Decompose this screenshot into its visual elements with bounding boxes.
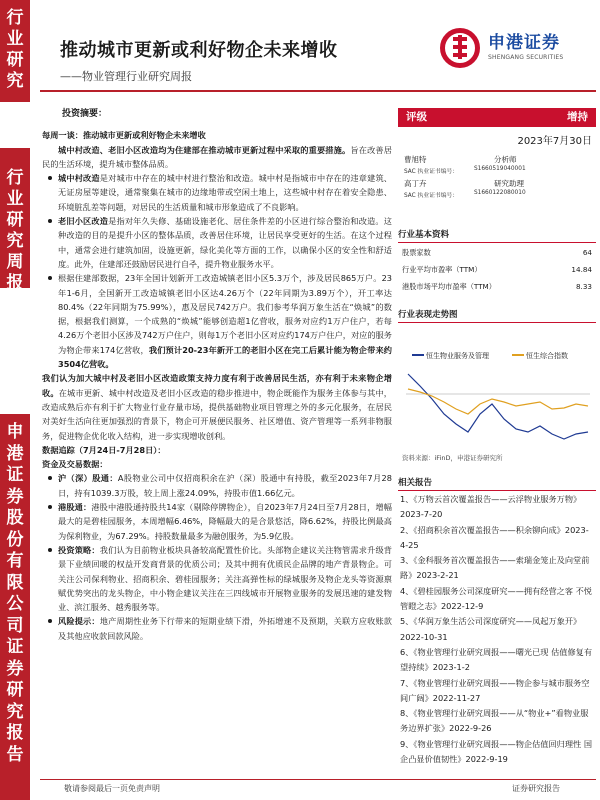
analyst-block [404,154,594,202]
analyst-row [404,178,594,190]
lead-bold: 城中村改造、老旧小区改造均为住建部在推动城市更新过程中采取的重要措施。 [58,144,351,155]
risk-text: 地产周期性业务下行带来的短期业绩下滑，外拓增速不及预期，关联方应收账款及其他应收款回款风险。 [58,616,392,641]
page-subtitle: ——物业管理行业研究周报 [60,70,192,83]
basic-data-value: 8.33 [575,282,592,291]
footer-disclaimer: 敬请参阅最后一页免责声明 [64,784,160,793]
side-label-company [0,414,30,800]
trend-heading: 行业表现走势图 [398,308,596,323]
analyst-sac [404,190,594,202]
view-paragraph [42,371,392,442]
urban-village-paragraph [42,171,392,214]
basic-data-row [398,263,596,277]
strategy-text: 我们认为目前物业板块具备较高配置性价比。头部物企建议关注物管需求升级背景下业绩回暖的权益开发商背景的优质公司；及其中拥有优质民企品牌的地产背景物企。可关注公司保利物业、招商积余、碧桂园服务；关注高弹性标的绿城服务及物企龙头等资源禀赋优势突出的龙头物企，中小物企建议关注在三四线城市开展物业服务的发展迅速的建发物业、滨江服务、越秀服务等。 [58,544,392,613]
basic-data-row [398,280,596,294]
data-text: 根据住建部数据，23年全国计划新开工改造城镇老旧小区5.3万个，涉及居民865万户。23年1-6月，全国新开工改造城镇老旧小区达4.26万个（22年同期为3.89万个），开工率达80.4%（22年同期为75.99%），惠及居民742万户。我们参考华润万象生活在“焕城”的数据，根据我们测算，一个成熟的“焕城”能够创造超1亿营收，服务对应约1万户住户，若每4.26万个老旧小区涉及742万户住户，则每1万个老旧小区对应约174万户住户，对应的服务为物企带来174亿营收， [58,273,392,355]
hk-connect-text: 港股中港股通持股共14家（剔除停牌物企），自2023年7月24日至7月28日，增幅最大的是碧桂园服务，本周增幅6.46%，降幅最大的是合景悠活，降6.62%，持股比例最高为保利物业，为67.29%。持股数量最多为融创服务，为5.9亿股。 [58,502,392,541]
analyst-sac-label: SAC 执业证书编号： [404,193,459,199]
industry-trend-chart [402,348,594,448]
market-heading: 资金及交易数据： [42,459,108,470]
report-date: 2023年7月30日 [517,136,592,147]
related-report-item[interactable]: 2、《招商积余首次覆盖报告——积余铆向成》2023-4-25 [400,524,589,550]
related-report-item[interactable]: 7、《物业管理行业研究周报——物企参与城市服务空间广阔》2022-11-27 [400,677,590,703]
analyst-name: 高丁卉 [404,179,427,188]
basic-data-label: 股票家数 [402,248,431,257]
legend-label-series-2: 恒生综合指数 [526,352,568,360]
data-paragraph [42,271,392,371]
related-report-item[interactable]: 4、《碧桂园服务公司深度研究——拥有经营之客 不悦管瞪之志》2022-12-9 [400,585,593,612]
legend-label-series-1: 恒生物业服务及管理 [426,352,489,360]
old-community-paragraph [42,214,392,271]
related-report-item[interactable]: 8、《物业管理行业研究周报——从“物业+”看物业服务边界扩张》2022-9-26 [400,708,589,734]
hs-connect-paragraph [42,471,392,500]
risk-term: 风险提示： [58,616,100,627]
logo-english-name: SHENGANG SECURITIES [488,54,564,61]
logo-name: 申港证券 [488,33,560,53]
basic-data-row [398,246,596,260]
analyst-title: 分析师 [494,155,517,164]
review-heading: 数据追踪（7月24日-7月28日）： [42,444,166,455]
strategy-paragraph [42,543,392,614]
related-report-item[interactable]: 9、《物业管理行业研究周报——物企估值回归理性 国企凸显价值韧性》2022-9-19 [400,738,593,765]
view-bold: 我们认为加大城中村及老旧小区改造政策支持力度有利于改善居民生活，亦有利于未来物企增收。 [42,373,392,398]
summary-heading: 投资摘要： [62,109,108,119]
analyst-sac-label: SAC 执业证书编号： [404,169,459,175]
urban-village-text: 是对城市中存在的城中村进行整治和改造。城中村是指城市中存在的违章建筑、无证房屋等建设，通常聚集在城市的边缘地带或空闲土地上，这些城中村存在着安全隐患、环境脏乱差等问题，对居民的生活质量和城市形象造成了不良影响。 [58,173,392,212]
basic-data-value: 14.84 [571,265,592,274]
logo-icon [440,28,480,68]
hs-connect-text: A股物业公司中仅招商积余在沪（深）股通中有持股，截至2023年7月28日，持有1039.3万股，较上周上涨24.09%，持股市值1.66亿元。 [58,473,392,498]
side-label-industry-research [0,0,30,102]
related-report-item[interactable]: 3、《金科服务首次覆盖报告——索瑞金笼止及向堂前路》2023-2-21 [400,555,590,581]
related-reports-list [398,492,596,767]
strategy-term: 投资策略： [58,544,100,555]
basic-data-label: 行业平均市盈率（TTM） [402,265,482,274]
company-logo [440,28,590,72]
header-divider [40,90,596,92]
old-community-term: 老旧小区改造 [58,216,109,227]
side-label-middle-text: 行业研究周报 [6,168,24,293]
rating-label: 评级 [406,111,427,123]
summary-column [42,100,392,780]
basic-data-value: 64 [582,248,592,257]
page-title: 推动城市更新或利好物企未来增收 [60,40,338,61]
view-text: 在城市更新、城中村改造及老旧小区改造的稳步推进中，物企既能作为服务主体参与其中，改造成熟后亦有利于扩大物业行业存量市场，提供基础物业项目管理之外的多元化服务，在居民对美好生活向往更加强烈的背景下，物企可开展便民服务、社区增值、资产管理等一系列非物服务，促进物企优化收入结构，进一步实现增收创利。 [42,387,392,441]
related-reports-heading: 相关报告 [398,476,596,491]
analyst-row [404,154,594,166]
lead-paragraph [42,143,392,172]
basic-data-heading: 行业基本资料 [398,228,596,243]
basic-data-label: 港股市场平均市盈率（TTM） [402,282,496,291]
hk-connect-term: 港股通： [58,502,92,513]
footer-label: 证券研究报告 [512,784,560,793]
analyst-sac-number: S1660122080010 [474,190,526,196]
analyst-sac-number: S1660519040001 [474,166,526,172]
related-report-item[interactable]: 1、《万物云首次覆盖报告——云浮物业服务万物》2023-7-20 [400,494,582,520]
urban-village-term: 城中村改造 [58,173,100,184]
lead-rest: 旨在改善居民的生活环境，提升城市整体品质。 [42,144,392,169]
side-label-bottom-text: 申港证券股份有限公司证券研究报告 [6,422,24,765]
footer-divider [40,779,596,780]
sidebar-column [398,100,596,780]
data-conclusion: 我们预计20-23年新开工的老旧小区在完工后累计能为物企带来约3504亿营收。 [58,344,392,370]
rating-value: 增持 [567,111,588,123]
side-label-weekly-report [0,148,30,293]
old-community-text: 是指对年久失修、基础设施老化、居住条件差的小区进行综合整治和改造。这种改造的目的是提升小区的整体品质，改善居住环境，让居民享受更好的生活。在这个过程中，通常会进行建筑加固，设施更新，绿化美化等方面的工作，以确保小区的安全性和舒适度。此外，住建部还鼓励居民进行自주，提升物业服务水平。 [58,216,392,269]
analyst-title: 研究助理 [494,179,524,188]
analyst-sac [404,166,594,178]
rating-bar [398,108,596,127]
hk-connect-paragraph [42,500,392,543]
side-label-top-text: 行业研究 [6,8,24,91]
related-report-item[interactable]: 6、《物业管理行业研究周报——曙光已现 估值修复有望持续》2023-1-2 [400,646,593,673]
hs-connect-term: 沪（深）股通： [58,473,118,484]
analyst-name: 曹旭特 [404,155,427,164]
week-topic: 每周一谈：推动城市更新或利好物企未来增收 [42,130,206,141]
related-report-item[interactable]: 5、《华润万象生活公司深度研究——凤起万象开》2022-10-31 [400,616,582,642]
risk-paragraph [42,614,392,643]
chart-source: 资料来源：iFinD，申港证券研究所 [402,454,503,462]
